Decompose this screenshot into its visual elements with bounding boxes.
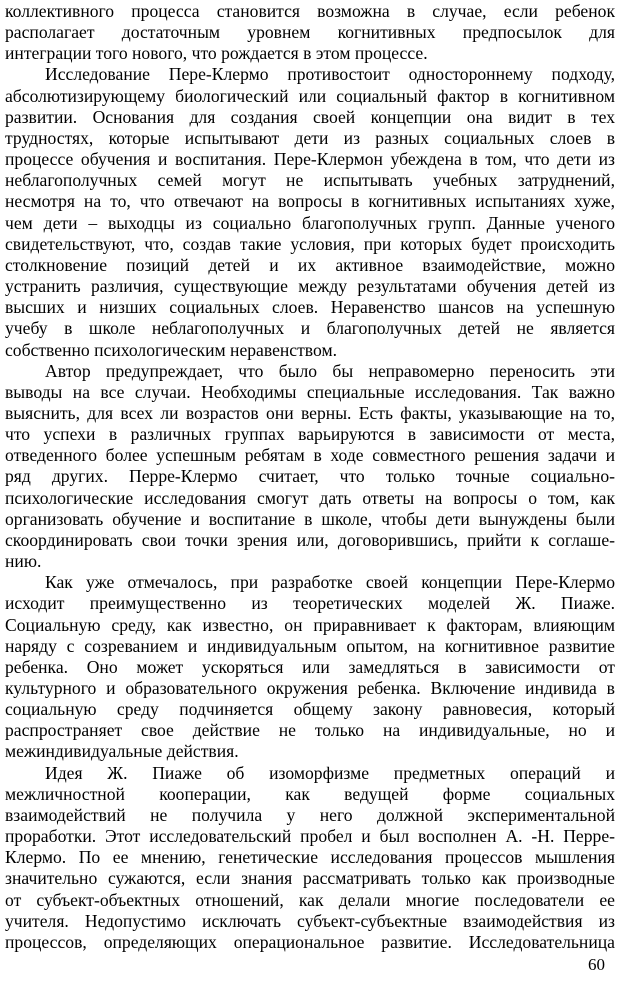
text-line-content: учебу в школе неблагополучных и благополучных детей не является bbox=[5, 318, 615, 339]
text-line-content: коллективного процесса становится возможна в случае, если ребенок bbox=[5, 1, 615, 21]
text-line-content: абсолютизирующему биологический или социальный фактор в когнитивном bbox=[5, 85, 615, 106]
text-line bbox=[5, 868, 615, 889]
text-line bbox=[5, 911, 615, 932]
text-line-content: проработки. Этот исследовательский пробел и был восполнен А. -Н. Перре- bbox=[5, 826, 615, 847]
text-line-content: Идея Ж. Пиаже об изоморфизме предметных операций и bbox=[45, 762, 615, 783]
text-line-content: учителя. Недопустимо исключать субъект-субъектные взаимодействия из bbox=[5, 910, 615, 931]
text-line bbox=[5, 424, 615, 445]
text-line-content: Клермо. По ее мнению, генетические исследования процессов мышления bbox=[5, 847, 615, 868]
text-line-content: высших и низших социальных слоев. Неравенство шансов на успешную bbox=[5, 297, 615, 318]
text-line bbox=[5, 297, 615, 318]
text-line bbox=[5, 593, 615, 614]
text-line bbox=[5, 276, 615, 297]
text-line-content: ряд других. Перре-Клермо считает, что только точные социально- bbox=[5, 466, 615, 487]
text-line bbox=[5, 572, 615, 593]
text-line bbox=[5, 128, 615, 149]
text-line-content: межиндивидуальные действия. bbox=[5, 741, 239, 762]
text-line-content: что успехи в различных группах варьируются в зависимости от места, bbox=[5, 424, 615, 445]
text-line-content: нию. bbox=[5, 551, 42, 572]
text-line-content: взаимодействий не получила у него должной экспериментальной bbox=[5, 804, 615, 825]
text-line bbox=[5, 234, 615, 255]
text-line-content: наряду с созреванием и индивидуальным опытом, на когнитивное развитие bbox=[5, 635, 615, 656]
text-line bbox=[5, 213, 615, 234]
text-line bbox=[5, 361, 615, 382]
text-line-content: неблагополучных семей могут не испытывать учебных затруднений, bbox=[5, 170, 615, 191]
text-line bbox=[5, 43, 615, 64]
text-line-content: скоординировать свои точки зрения или, договорившись, прийти к соглаше- bbox=[5, 529, 615, 550]
text-line bbox=[5, 530, 615, 551]
text-line bbox=[5, 488, 615, 509]
text-line-content: устранить различия, существующие между результатами обучения детей из bbox=[5, 276, 615, 297]
text-line bbox=[5, 191, 615, 212]
text-line-content: распространяет свое действие не только на индивидуальные, но и bbox=[5, 720, 615, 741]
text-line-content: психологические исследования смогут дать ответы на вопросы о том, как bbox=[5, 487, 615, 508]
text-line-content: отведенного более успешным ребятам в ходе совместного решения задачи и bbox=[5, 445, 615, 466]
page-number: 60 bbox=[588, 955, 605, 974]
text-line bbox=[5, 805, 615, 826]
text-line-content: столкновение позиций детей и их активное взаимодействие, можно bbox=[5, 254, 615, 275]
text-line-content: выяснить, для всех ли возрастов они верны. Есть факты, указывающие на то, bbox=[5, 402, 615, 423]
text-line-content: культурного и образовательного окружения ребенка. Включение индивида в bbox=[5, 678, 615, 698]
text-line bbox=[5, 763, 615, 784]
text-line-content: Как уже отмечалось, при разработке своей концепции Пере-Клермо bbox=[45, 572, 615, 593]
text-line bbox=[5, 678, 615, 699]
text-line-content: чем дети – выходцы из социально благополучных групп. Данные ученого bbox=[5, 212, 615, 233]
text-line-content: развитии. Основания для создания своей концепции она видит в тех bbox=[5, 106, 615, 127]
text-line bbox=[5, 636, 615, 657]
text-line-content: процессов, определяющих операциональное развитие. Исследовательница bbox=[5, 931, 615, 952]
text-line bbox=[5, 890, 615, 911]
text-line bbox=[5, 1, 615, 22]
text-line bbox=[5, 784, 615, 805]
text-line bbox=[5, 509, 615, 530]
text-line-content: от субъект-объектных отношений, как делали многие последователи ее bbox=[5, 889, 615, 910]
text-line bbox=[5, 340, 615, 361]
text-line-content: располагает достаточным уровнем когнитивных предпосылок для bbox=[5, 22, 615, 43]
text-line-content: процессе обучения и воспитания. Пере-Клермон убеждена в том, что дети из bbox=[5, 149, 615, 170]
text-line-content: собственно психологическим неравенством. bbox=[5, 339, 337, 360]
text-line bbox=[5, 699, 615, 720]
text-line bbox=[5, 551, 615, 572]
text-line bbox=[5, 615, 615, 636]
text-line bbox=[5, 847, 615, 868]
text-line bbox=[5, 149, 615, 170]
text-line bbox=[5, 720, 615, 741]
text-line-content: несмотря на то, что отвечают на вопросы в когнитивных испытаниях хуже, bbox=[5, 191, 615, 212]
text-line-content: организовать обучение и воспитание в школе, чтобы дети вынуждены были bbox=[5, 508, 615, 529]
text-line-content: интеграции того нового, что рождается в этом процессе. bbox=[5, 43, 428, 64]
text-line bbox=[5, 382, 615, 403]
text-line-content: Исследование Пере-Клермо противостоит одностороннему подходу, bbox=[45, 64, 615, 85]
text-line bbox=[5, 255, 615, 276]
text-line bbox=[5, 657, 615, 678]
text-line bbox=[5, 932, 615, 953]
text-line-content: Автор предупреждает, что было бы неправомерно переносить эти bbox=[45, 360, 615, 381]
text-line bbox=[5, 318, 615, 339]
text-line-content: свидетельствуют, что, создав такие условия, при которых будет происходить bbox=[5, 233, 615, 254]
text-line-content: социальную среду подчиняется общему закону равновесия, который bbox=[5, 699, 615, 720]
text-line-content: выводы на все случаи. Необходимы специальные исследования. Так важно bbox=[5, 381, 615, 402]
text-line bbox=[5, 64, 615, 85]
text-line bbox=[5, 403, 615, 424]
text-line bbox=[5, 107, 615, 128]
text-line bbox=[5, 86, 615, 107]
text-line bbox=[5, 466, 615, 487]
text-line bbox=[5, 445, 615, 466]
text-line-content: исходит преимущественно из теоретических моделей Ж. Пиаже. bbox=[5, 593, 615, 614]
text-line-content: межличностной кооперации, как ведущей форме социальных bbox=[5, 783, 615, 804]
text-line-content: ребенка. Оно может ускоряться или замедляться в зависимости от bbox=[5, 656, 615, 677]
body-text bbox=[5, 1, 615, 953]
text-line bbox=[5, 741, 615, 762]
text-line-content: трудностях, которые испытывают дети из разных социальных слоев в bbox=[5, 127, 615, 148]
text-line bbox=[5, 22, 615, 43]
text-line-content: значительно сужаются, если знания рассматривать только как производные bbox=[5, 868, 615, 889]
text-line-content: Социальную среду, как известно, он приравнивает к факторам, влияющим bbox=[5, 614, 615, 635]
text-line bbox=[5, 170, 615, 191]
text-line bbox=[5, 826, 615, 847]
